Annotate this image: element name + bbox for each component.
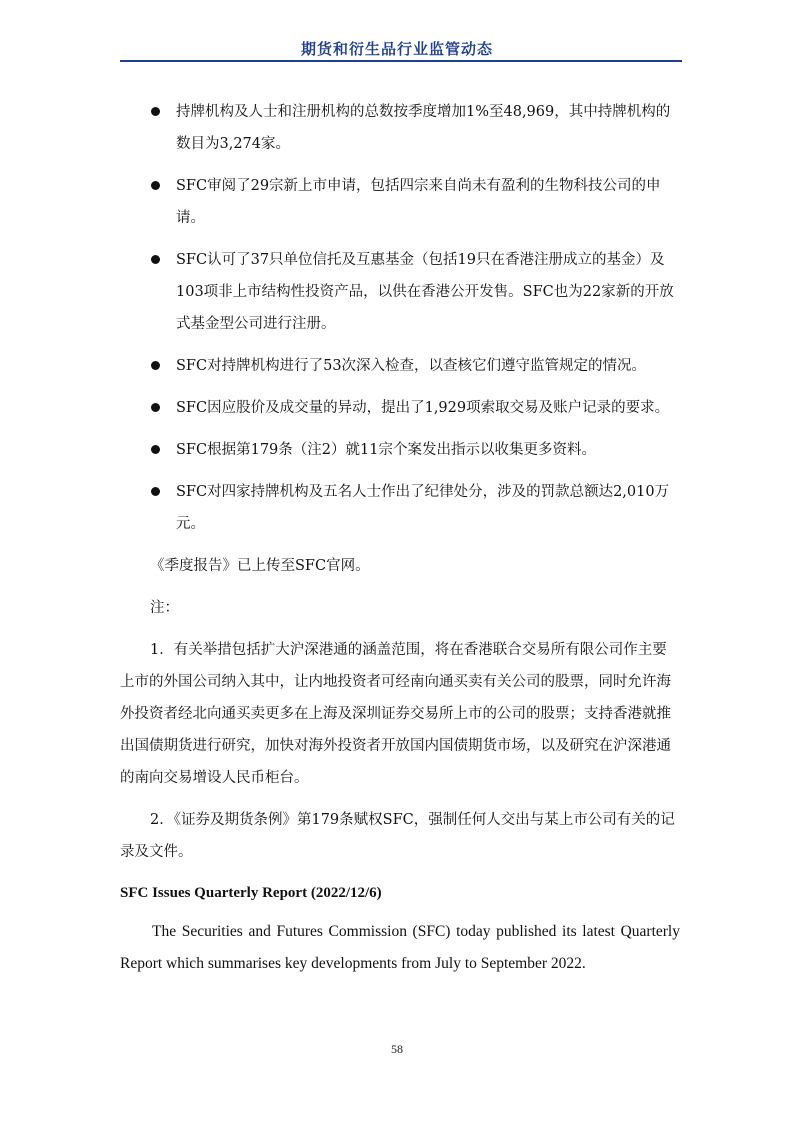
bullet-item (120, 476, 680, 540)
header-divider (120, 60, 682, 62)
report-note: 《季度报告》已上传至SFC官网。 (150, 558, 370, 574)
page-number: 58 (391, 1042, 403, 1056)
page-body (120, 96, 680, 980)
note-2: 2．《证券及期货条例》第179条赋权SFC，强制任何人交出与某上市公司有关的记录及文件。 (120, 812, 675, 860)
bullet-dot-icon (151, 181, 160, 190)
bullet-text: SFC对四家持牌机构及五名人士作出了纪律处分，涉及的罚款总额达2,010万元。 (176, 484, 670, 532)
bullet-item (120, 350, 680, 382)
note-1: 1．有关举措包括扩大沪深港通的涵盖范围，将在香港联合交易所有限公司作主要上市的外国公司纳入其中，让内地投资者可经南向通买卖有关公司的股票，同时允许海外投资者经北向通买卖更多在上海及深圳证券交易所上市的公司的股票；支持香港就推出国债期货进行研究，加快对海外投资者开放国内国债期货市场，以及研究在沪深港通的南向交易增设人民币柜台。 (120, 642, 671, 786)
bullet-dot-icon (151, 255, 160, 264)
bullet-item (120, 244, 680, 340)
bullet-item (120, 96, 680, 160)
bullet-item (120, 392, 680, 424)
bullet-text: SFC对持牌机构进行了53次深入检查，以查核它们遵守监管规定的情况。 (176, 358, 647, 374)
bullet-dot-icon (151, 445, 160, 454)
running-header: 期货和衍生品行业监管动态 (300, 40, 493, 58)
section-title: SFC Issues Quarterly Report (2022/12/6) (120, 885, 382, 901)
bullet-text: SFC审阅了29宗新上市申请，包括四宗来自尚未有盈利的生物科技公司的申请。 (176, 178, 661, 226)
bullet-item (120, 434, 680, 466)
bullet-text: SFC因应股价及成交量的异动，提出了1,929项索取交易及账户记录的要求。 (176, 400, 670, 416)
section-body: The Securities and Futures Commission (SFC) today published its latest Quarterly Report which summarises key developments from July to September 2022. (120, 923, 680, 972)
notes-label: 注： (150, 600, 179, 616)
bullet-text: 持牌机构及人士和注册机构的总数按季度增加1%至48,969，其中持牌机构的数目为3,274家。 (176, 104, 671, 152)
bullet-dot-icon (151, 403, 160, 412)
bullet-dot-icon (151, 107, 160, 116)
bullet-text: SFC根据第179条（注2）就11宗个案发出指示以收集更多资料。 (176, 442, 596, 458)
bullet-text: SFC认可了37只单位信托及互惠基金（包括19只在香港注册成立的基金）及103项非上市结构性投资产品，以供在香港公开发售。SFC也为22家新的开放式基金型公司进行注册。 (176, 252, 674, 332)
bullet-dot-icon (151, 487, 160, 496)
bullet-item (120, 170, 680, 234)
bullet-dot-icon (151, 361, 160, 370)
